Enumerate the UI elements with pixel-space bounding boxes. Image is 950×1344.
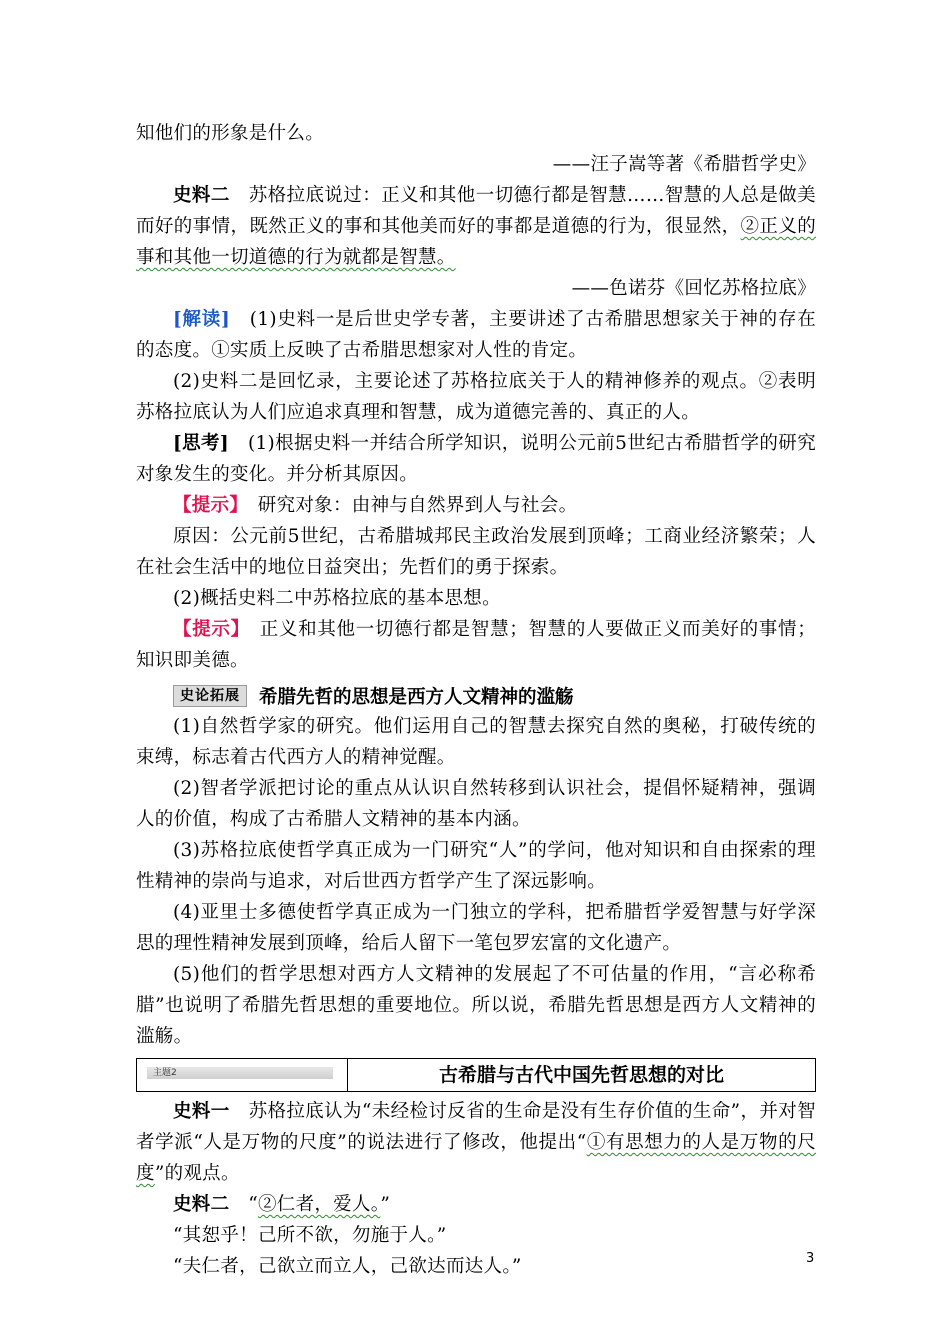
expand-item: (1)自然哲学家的研究。他们运用自己的智慧去探究自然的奥秘，打破传统的束缚，标志着古代西方人的精神觉醒。 <box>136 716 816 768</box>
topic-tag: 主题2 <box>147 1067 333 1079</box>
source-material-2 <box>136 180 816 273</box>
hint-2 <box>136 614 816 676</box>
question-text: (1)根据史料一并结合所学知识，说明公元前5世纪古希腊哲学的研究对象发生的变化。并分析其原因。 <box>136 433 816 485</box>
topic-title: 古希腊与古代中国先哲思想的对比 <box>438 1064 724 1086</box>
reason: 原因：公元前5世纪，古希腊城邦民主政治发展到顶峰；工商业经济繁荣；人在社会生活中的地位日益突出；先哲们的勇于探索。 <box>136 526 816 578</box>
quote-close: ” <box>380 1194 391 1215</box>
interpret-label: [解读] <box>173 309 231 330</box>
source-material-2b <box>136 1189 816 1220</box>
hint-1 <box>136 490 816 521</box>
quote-line: “夫仁者，己欲立而立人，己欲达而达人。” <box>173 1256 522 1277</box>
hint-text: 正义和其他一切德行都是智慧；智慧的人要做正义而美好的事情；知识即美德。 <box>136 619 816 671</box>
page-number: 3 <box>806 1251 815 1266</box>
paragraph: 知他们的形象是什么。 <box>136 123 325 144</box>
material-label: 史料二 <box>173 185 230 206</box>
interpretation-1 <box>136 304 816 366</box>
quote-line: “其恕乎！己所不欲，勿施于人。” <box>173 1225 447 1246</box>
expand-title: 希腊先哲的思想是西方人文精神的滥觞 <box>259 686 574 708</box>
source-material-1 <box>136 1096 816 1189</box>
expand-badge: 史论拓展 <box>173 685 247 707</box>
material-text: 苏格拉底认为“未经检讨反省的生命是没有生存价值的生命”，并对智者学派“人是万物的尺度”的说法进行了修改，他提出“ <box>136 1101 816 1153</box>
question-1 <box>136 428 816 490</box>
hint-text: 研究对象：由神与自然界到人与社会。 <box>257 495 578 516</box>
interpretation-2: (2)史料二是回忆录，主要论述了苏格拉底关于人的精神修养的观点。②表明苏格拉底认为人们应追求真理和智慧，成为道德完善的、真正的人。 <box>136 371 816 423</box>
material-label: 史料一 <box>173 1101 230 1122</box>
think-label: [思考] <box>173 433 229 454</box>
citation: ——汪子嵩等著《希腊哲学史》 <box>552 154 816 175</box>
expand-item: (4)亚里士多德使哲学真正成为一门独立的学科，把希腊哲学爱智慧与好学深思的理性精神发展到顶峰，给后人留下一笔包罗宏富的文化遗产。 <box>136 902 816 954</box>
hint-label: 【提示】 <box>173 619 241 640</box>
expand-item: (3)苏格拉底使哲学真正成为一门研究“人”的学问，他对知识和自由探索的理性精神的崇尚与追求，对后世西方哲学产生了深远影响。 <box>136 840 816 892</box>
expand-item: (5)他们的哲学思想对西方人文精神的发展起了不可估量的作用，“言必称希腊”也说明了希腊先哲思想的重要地位。所以说，希腊先哲思想是西方人文精神的滥觞。 <box>136 964 816 1047</box>
topic-header <box>136 1058 816 1092</box>
hint-label: 【提示】 <box>173 495 239 516</box>
expand-section-header <box>136 680 816 711</box>
material-text: 苏格拉底说过：正义和其他一切德行都是智慧……智慧的人总是做美而好的事情，既然正义的事和其他美而好的事都是道德的行为，很显然， <box>136 185 816 237</box>
material-highlight: ①有思想力的人是万物的尺度 <box>136 1132 817 1184</box>
topic-tag-cell <box>137 1059 348 1091</box>
question-2: (2)概括史料二中苏格拉底的基本思想。 <box>173 588 501 609</box>
expand-item: (2)智者学派把讨论的重点从认识自然转移到认识社会，提倡怀疑精神，强调人的价值，构成了古希腊人文精神的基本内涵。 <box>136 778 816 830</box>
interpret-text: (1)史料一是后世史学专著，主要讲述了古希腊思想家关于神的存在的态度。①实质上反映了古希腊思想家对人性的肯定。 <box>136 309 816 361</box>
material-label: 史料二 <box>173 1194 230 1215</box>
material-highlight: ②仁者，爱人。 <box>257 1194 381 1215</box>
material-text-end: ”的观点。 <box>154 1163 240 1184</box>
citation: ——色诺芬《回忆苏格拉底》 <box>571 278 816 299</box>
quote-open: “ <box>248 1194 258 1215</box>
material-highlight: ②正义的事和其他一切道德的行为就都是智慧。 <box>136 216 817 268</box>
document-body <box>136 118 816 1282</box>
